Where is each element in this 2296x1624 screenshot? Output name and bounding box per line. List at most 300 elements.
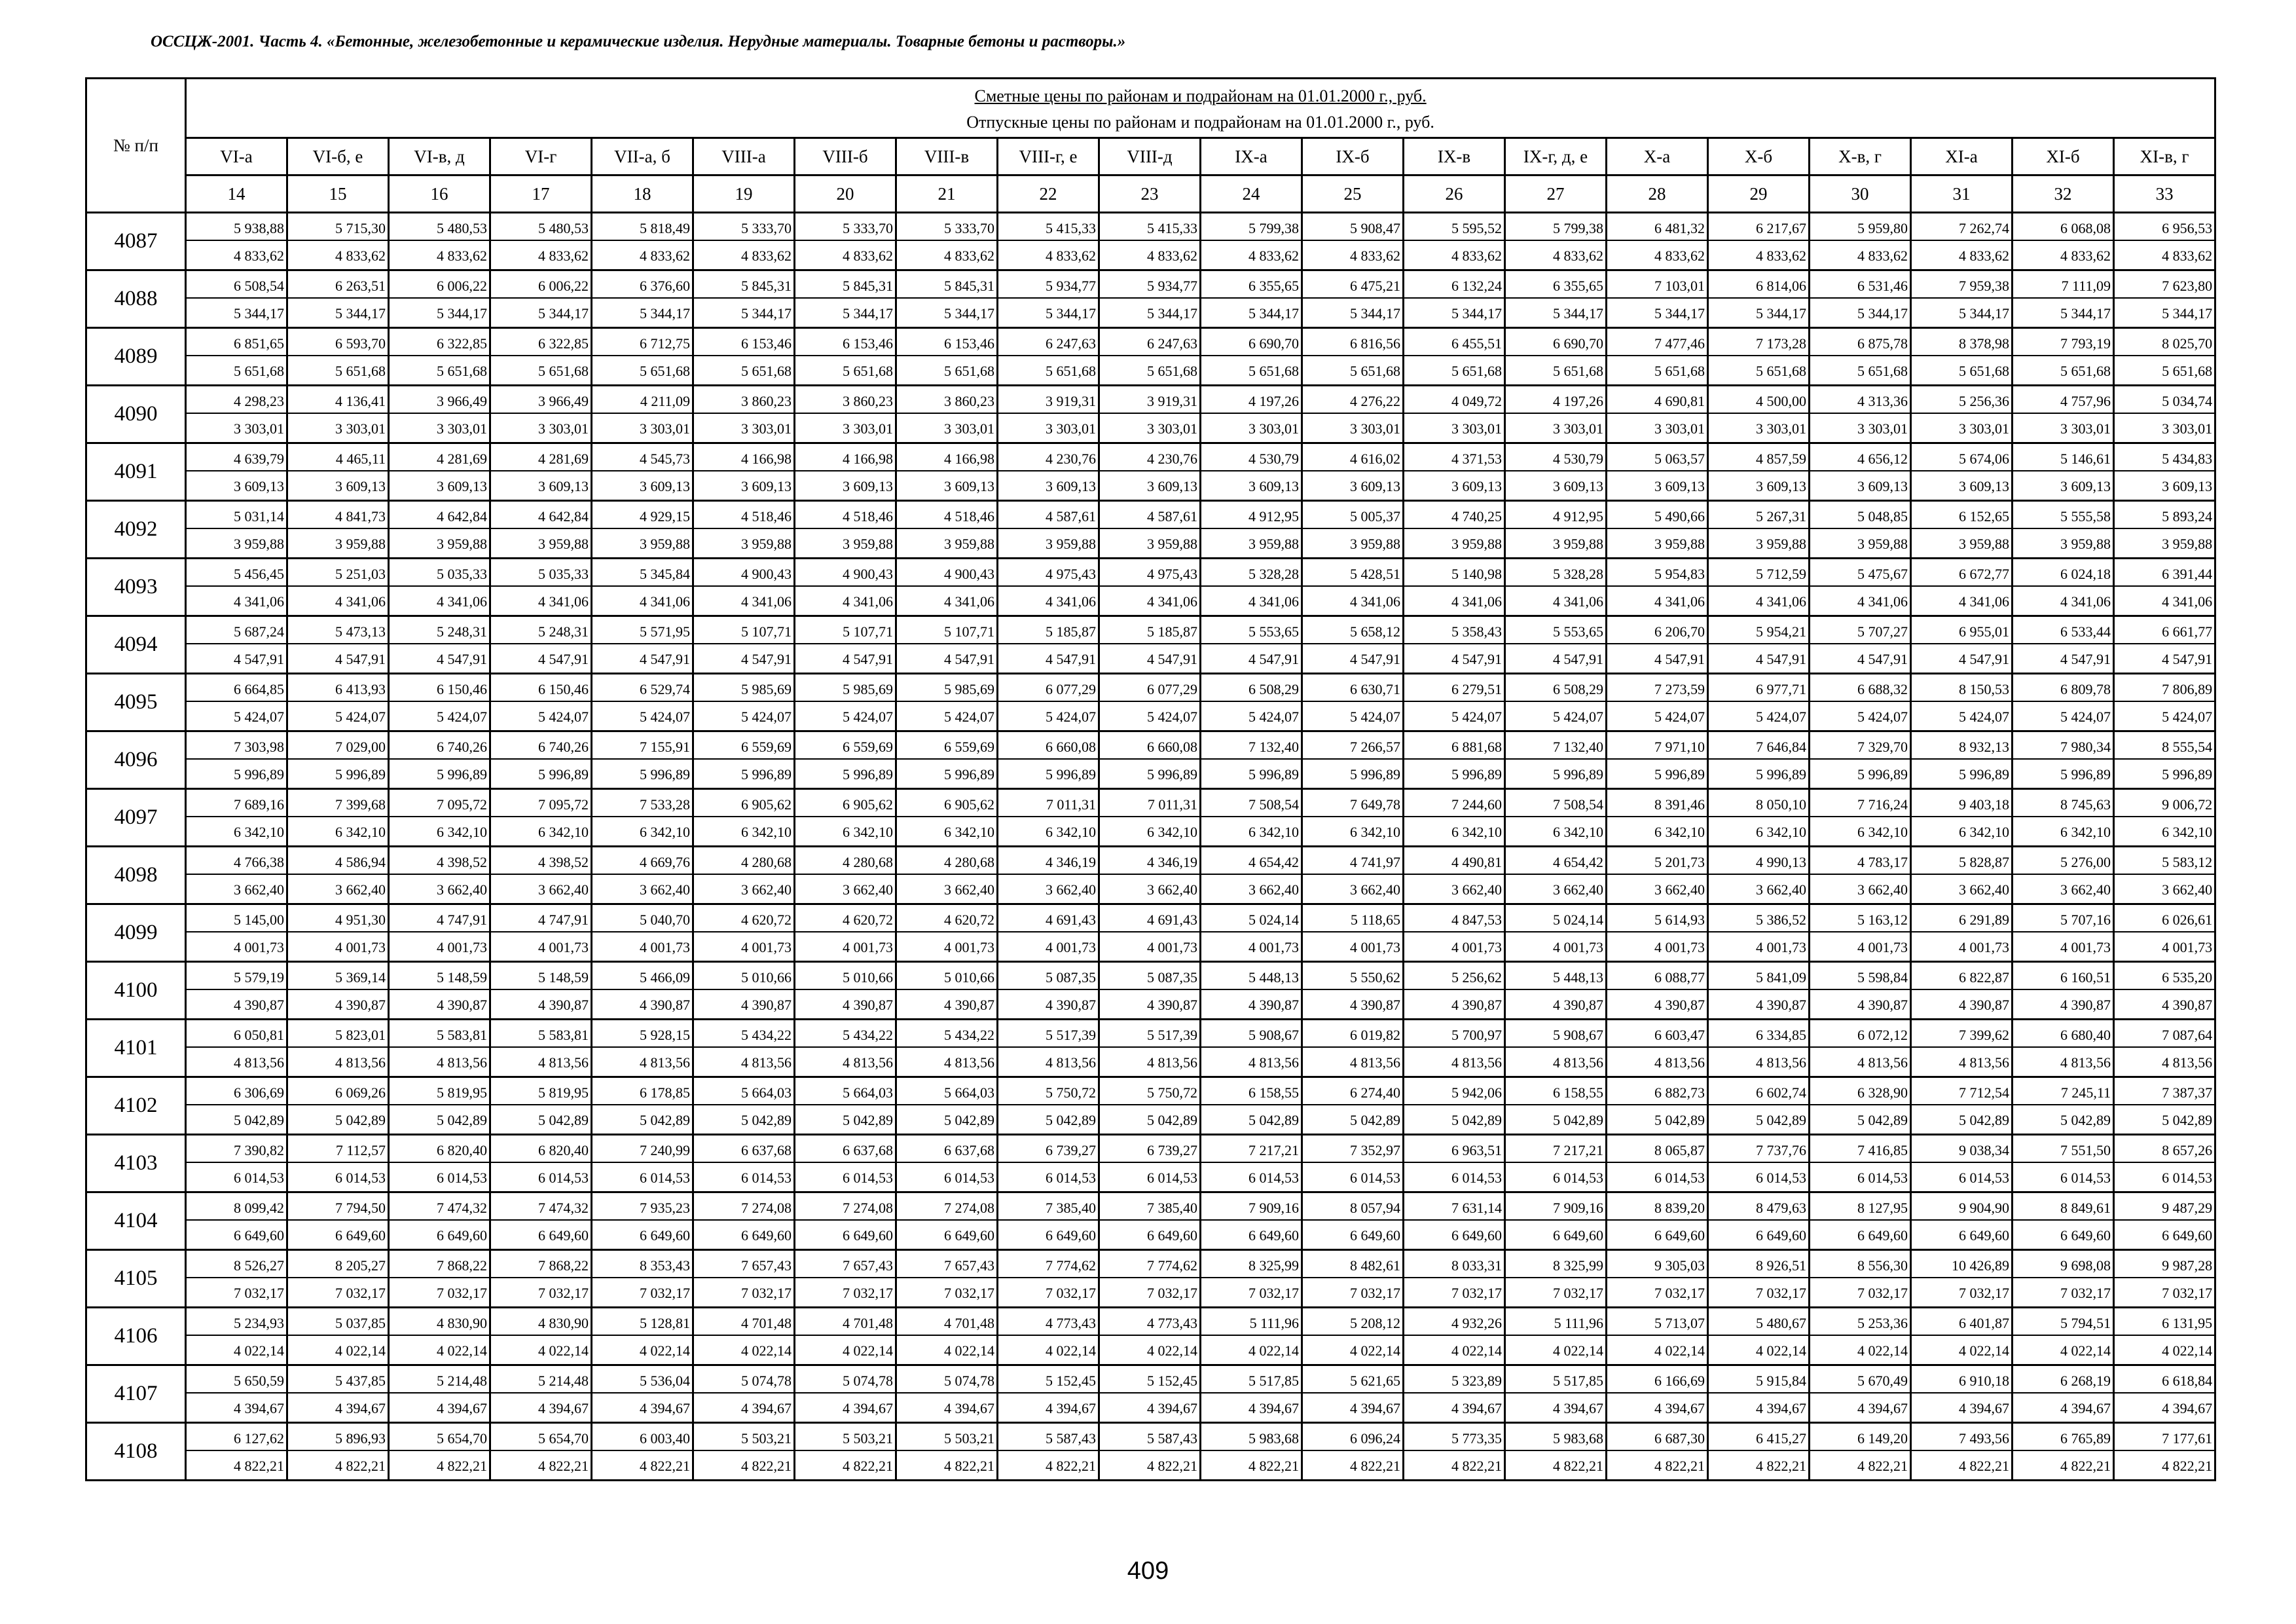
- price-cell: [2013, 1192, 2114, 1250]
- price-cell: [389, 501, 490, 559]
- price-cell: [389, 1020, 490, 1077]
- otp-price: 4 390,87: [2060, 996, 2111, 1013]
- smet-price: 6 593,70: [288, 337, 388, 356]
- smet-price: 7 274,08: [694, 1201, 793, 1221]
- otp-price: 3 662,40: [1046, 881, 1096, 898]
- price-cell: [998, 1423, 1099, 1481]
- table-row: [86, 731, 2215, 789]
- price-cell: [1607, 1135, 1708, 1192]
- otp-price: 6 014,53: [1959, 1169, 2009, 1186]
- smet-price: 4 545,73: [592, 452, 692, 471]
- price-cell: [693, 501, 795, 559]
- smet-price: 7 971,10: [1607, 740, 1707, 760]
- price-cell: [998, 1077, 1099, 1135]
- smet-price: 6 637,68: [694, 1143, 793, 1163]
- otp-price: 7 032,17: [1857, 1284, 1908, 1301]
- smet-price: 4 747,91: [390, 913, 489, 932]
- smet-price: 5 707,27: [1810, 625, 1910, 644]
- smet-price: 5 248,31: [390, 625, 489, 644]
- smet-price: 6 680,40: [2013, 1028, 2113, 1048]
- table-row: [86, 1308, 2215, 1365]
- otp-price: 5 651,68: [437, 362, 487, 379]
- price-cell: [1911, 1135, 2013, 1192]
- otp-price: 6 342,10: [538, 823, 589, 840]
- smet-price: 4 701,48: [694, 1316, 793, 1336]
- price-cell: [592, 1423, 693, 1481]
- price-cell: [389, 1365, 490, 1423]
- otp-price: 5 344,17: [335, 304, 386, 322]
- otp-price: 3 303,01: [1553, 420, 1603, 437]
- otp-price: 4 394,67: [1248, 1399, 1299, 1416]
- otp-price: 4 022,14: [1350, 1342, 1400, 1359]
- otp-price: 6 649,60: [2162, 1227, 2213, 1244]
- smet-price: 5 983,68: [1506, 1431, 1605, 1451]
- price-cell: [490, 789, 592, 847]
- otp-price: 5 042,89: [2162, 1111, 2213, 1128]
- price-cell: [1607, 616, 1708, 674]
- smet-price: 7 177,61: [2115, 1431, 2214, 1451]
- price-cell: [389, 1423, 490, 1481]
- otp-price: 4 341,06: [640, 593, 690, 610]
- otp-price: 6 342,10: [741, 823, 792, 840]
- smet-price: 6 455,51: [1404, 337, 1504, 356]
- district-header: VI-в, д: [389, 138, 490, 175]
- otp-price: 6 014,53: [2162, 1169, 2213, 1186]
- price-cell: [389, 1192, 490, 1250]
- smet-price: 5 553,65: [1201, 625, 1301, 644]
- otp-price: 4 001,73: [1350, 938, 1400, 955]
- smet-price: 4 642,84: [390, 509, 489, 529]
- otp-price: 6 649,60: [1857, 1227, 1908, 1244]
- otp-price: 4 001,73: [1654, 938, 1705, 955]
- otp-price: 5 424,07: [2162, 708, 2213, 725]
- otp-price: 4 547,91: [843, 650, 893, 667]
- price-cell: [1404, 386, 1505, 443]
- otp-price: 6 342,10: [1959, 823, 2009, 840]
- item-code: 4107: [86, 1365, 186, 1423]
- smet-price: 9 403,18: [1912, 798, 2011, 817]
- smet-price: 5 037,85: [288, 1316, 388, 1336]
- otp-price: 5 996,89: [741, 766, 792, 783]
- smet-price: 5 954,83: [1607, 567, 1707, 587]
- otp-price: 6 649,60: [2060, 1227, 2111, 1244]
- otp-price: 4 822,21: [1046, 1457, 1096, 1474]
- table-row: [86, 789, 2215, 847]
- otp-price: 3 959,88: [1248, 535, 1299, 552]
- otp-price: 4 547,91: [741, 650, 792, 667]
- otp-price: 5 651,68: [1451, 362, 1502, 379]
- price-cell: [896, 1308, 998, 1365]
- table-row: [86, 386, 2215, 443]
- smet-price: 5 214,48: [491, 1374, 591, 1393]
- smet-price: 6 816,56: [1303, 337, 1402, 356]
- price-cell: [1201, 501, 1302, 559]
- smet-price: 4 620,72: [897, 913, 996, 932]
- price-cell: [1810, 328, 1911, 386]
- price-cell: [1911, 1020, 2013, 1077]
- otp-price: 5 424,07: [843, 708, 893, 725]
- smet-price: 7 132,40: [1201, 740, 1301, 760]
- smet-price: 5 664,03: [795, 1086, 895, 1105]
- price-cell: [998, 386, 1099, 443]
- smet-price: 5 145,00: [187, 913, 286, 932]
- price-cell: [1404, 674, 1505, 731]
- smet-price: 5 345,84: [592, 567, 692, 587]
- otp-price: 3 959,88: [1451, 535, 1502, 552]
- price-cell: [2013, 616, 2114, 674]
- price-cell: [1505, 1250, 1607, 1308]
- column-number: 17: [490, 175, 592, 213]
- price-cell: [592, 616, 693, 674]
- smet-price: 5 386,52: [1709, 913, 1808, 932]
- column-number: 33: [2114, 175, 2215, 213]
- price-cell: [998, 731, 1099, 789]
- otp-price: 4 394,67: [538, 1399, 589, 1416]
- otp-price: 5 042,89: [2060, 1111, 2111, 1128]
- smet-price: 7 416,85: [1810, 1143, 1910, 1163]
- smet-price: 6 664,85: [187, 682, 286, 702]
- smet-price: 5 985,69: [694, 682, 793, 702]
- otp-price: 5 996,89: [2060, 766, 2111, 783]
- smet-price: 6 533,44: [2013, 625, 2113, 644]
- otp-price: 5 424,07: [640, 708, 690, 725]
- smet-price: 6 660,08: [998, 740, 1098, 760]
- price-cell: [186, 789, 287, 847]
- price-cell: [795, 443, 896, 501]
- smet-price: 4 280,68: [795, 855, 895, 875]
- smet-price: 5 163,12: [1810, 913, 1910, 932]
- column-number: 28: [1607, 175, 1708, 213]
- otp-price: 5 651,68: [1959, 362, 2009, 379]
- otp-price: 4 822,21: [741, 1457, 792, 1474]
- price-cell: [592, 501, 693, 559]
- district-header: XI-в, г: [2114, 138, 2215, 175]
- otp-price: 4 547,91: [640, 650, 690, 667]
- otp-price: 4 822,21: [1857, 1457, 1908, 1474]
- smet-price: 7 649,78: [1303, 798, 1402, 817]
- price-cell: [2114, 1423, 2215, 1481]
- price-cell: [1911, 559, 2013, 616]
- price-cell: [2013, 270, 2114, 328]
- price-cell: [2013, 501, 2114, 559]
- column-number: 21: [896, 175, 998, 213]
- price-cell: [1708, 270, 1810, 328]
- district-header: VIII-б: [795, 138, 896, 175]
- price-cell: [1505, 501, 1607, 559]
- price-cell: [693, 904, 795, 962]
- price-cell: [998, 328, 1099, 386]
- otp-price: 7 032,17: [437, 1284, 487, 1301]
- price-cell: [1404, 328, 1505, 386]
- price-cell: [1302, 1250, 1404, 1308]
- price-cell: [1302, 270, 1404, 328]
- table-row: [86, 328, 2215, 386]
- price-cell: [490, 1020, 592, 1077]
- price-cell: [1302, 559, 1404, 616]
- otp-price: 4 822,21: [2162, 1457, 2213, 1474]
- smet-price: 5 845,31: [694, 279, 793, 299]
- price-cell: [287, 1020, 389, 1077]
- otp-price: 4 001,73: [1756, 938, 1806, 955]
- price-cell: [1302, 386, 1404, 443]
- otp-price: 5 996,89: [1756, 766, 1806, 783]
- price-cell: [1201, 674, 1302, 731]
- otp-price: 5 424,07: [1654, 708, 1705, 725]
- price-cell: [287, 1077, 389, 1135]
- smet-price: 7 793,19: [2013, 337, 2113, 356]
- otp-price-title: Отпускные цены по районам и подрайонам на 01.01.2000 г., руб.: [966, 113, 1434, 132]
- smet-price: 7 262,74: [1912, 221, 2011, 241]
- smet-price: 6 306,69: [187, 1086, 286, 1105]
- smet-price: 5 942,06: [1404, 1086, 1504, 1105]
- otp-price: 5 042,89: [640, 1111, 690, 1128]
- smet-price: 7 011,31: [998, 798, 1098, 817]
- price-cell: [1708, 1308, 1810, 1365]
- column-number: 15: [287, 175, 389, 213]
- otp-price: 3 959,88: [1553, 535, 1603, 552]
- otp-price: 4 022,14: [1553, 1342, 1603, 1359]
- price-cell: [1201, 1077, 1302, 1135]
- otp-price: 4 001,73: [2060, 938, 2111, 955]
- smet-price: 6 166,69: [1607, 1374, 1707, 1393]
- price-cell: [1607, 270, 1708, 328]
- price-cell: [1607, 443, 1708, 501]
- otp-price: 5 344,17: [843, 304, 893, 322]
- smet-price: 5 985,69: [795, 682, 895, 702]
- smet-price: 5 938,88: [187, 221, 286, 241]
- price-cell: [795, 328, 896, 386]
- price-cell: [1302, 1020, 1404, 1077]
- otp-price: 5 042,89: [1147, 1111, 1197, 1128]
- smet-price: 4 773,43: [1100, 1316, 1199, 1336]
- otp-price: 5 996,89: [1553, 766, 1603, 783]
- price-cell: [490, 443, 592, 501]
- smet-price: 4 049,72: [1404, 394, 1504, 414]
- smet-price: 6 006,22: [390, 279, 489, 299]
- price-cell: [896, 674, 998, 731]
- price-cell: [2114, 1192, 2215, 1250]
- smet-price: 6 977,71: [1709, 682, 1808, 702]
- smet-price: 4 230,76: [1100, 452, 1199, 471]
- price-cell: [186, 731, 287, 789]
- smet-price: 6 328,90: [1810, 1086, 1910, 1105]
- smet-price: 5 555,58: [2013, 509, 2113, 529]
- price-cell: [1911, 501, 2013, 559]
- smet-price: 6 809,78: [2013, 682, 2113, 702]
- otp-price: 4 341,06: [1350, 593, 1400, 610]
- smet-price: 5 517,85: [1506, 1374, 1605, 1393]
- price-cell: [490, 616, 592, 674]
- otp-price: 6 014,53: [1756, 1169, 1806, 1186]
- smet-price: 4 847,53: [1404, 913, 1504, 932]
- smet-price: 7 868,22: [491, 1259, 591, 1278]
- otp-price: 6 014,53: [538, 1169, 589, 1186]
- smet-price: 3 966,49: [491, 394, 591, 414]
- smet-price: 5 434,22: [694, 1028, 793, 1048]
- smet-price: 7 352,97: [1303, 1143, 1402, 1163]
- price-cell: [998, 213, 1099, 270]
- price-cell: [795, 1423, 896, 1481]
- item-code: 4093: [86, 559, 186, 616]
- otp-price: 4 813,56: [1857, 1054, 1908, 1071]
- price-cell: [1810, 1077, 1911, 1135]
- otp-price: 6 649,60: [1756, 1227, 1806, 1244]
- otp-price: 5 042,89: [1857, 1111, 1908, 1128]
- table-row: [86, 962, 2215, 1020]
- otp-price: 4 341,06: [2060, 593, 2111, 610]
- otp-price: 4 022,14: [1857, 1342, 1908, 1359]
- otp-price: 4 341,06: [1959, 593, 2009, 610]
- otp-price: 4 822,21: [437, 1457, 487, 1474]
- smet-price: 5 214,48: [390, 1374, 489, 1393]
- smet-price: 4 197,26: [1506, 394, 1605, 414]
- otp-price: 5 424,07: [234, 708, 284, 725]
- price-cell: [287, 501, 389, 559]
- smet-price: 6 291,89: [1912, 913, 2011, 932]
- otp-price: 6 342,10: [1756, 823, 1806, 840]
- price-cell: [287, 674, 389, 731]
- price-cell: [1810, 386, 1911, 443]
- smet-price: 7 477,46: [1607, 337, 1707, 356]
- otp-price: 4 390,87: [2162, 996, 2213, 1013]
- smet-price: 5 536,04: [592, 1374, 692, 1393]
- price-cell: [998, 501, 1099, 559]
- otp-price: 5 344,17: [1553, 304, 1603, 322]
- price-cell: [592, 559, 693, 616]
- smet-price: 10 426,89: [1912, 1259, 2011, 1278]
- smet-price: 5 185,87: [998, 625, 1098, 644]
- price-cell: [1201, 328, 1302, 386]
- otp-price: 3 662,40: [1553, 881, 1603, 898]
- price-cell: [2013, 1365, 2114, 1423]
- smet-price: 6 069,26: [288, 1086, 388, 1105]
- price-cell: [389, 731, 490, 789]
- otp-price: 5 651,68: [1248, 362, 1299, 379]
- otp-price: 5 344,17: [538, 304, 589, 322]
- smet-price: 7 029,00: [288, 740, 388, 760]
- table-row: [86, 1365, 2215, 1423]
- smet-price: 6 630,71: [1303, 682, 1402, 702]
- otp-price: 7 032,17: [1756, 1284, 1806, 1301]
- smet-price: 5 503,21: [795, 1431, 895, 1451]
- smet-price: 5 799,38: [1506, 221, 1605, 241]
- otp-price: 4 833,62: [1451, 247, 1502, 264]
- smet-price: 6 905,62: [897, 798, 996, 817]
- price-cell: [1911, 1308, 2013, 1365]
- otp-price: 3 662,40: [2060, 881, 2111, 898]
- price-cell: [186, 616, 287, 674]
- smet-price: 5 598,84: [1810, 970, 1910, 990]
- otp-price: 6 014,53: [1857, 1169, 1908, 1186]
- smet-price: 5 503,21: [694, 1431, 793, 1451]
- otp-price: 7 032,17: [1959, 1284, 2009, 1301]
- price-cell: [1099, 501, 1201, 559]
- smet-price: 5 369,14: [288, 970, 388, 990]
- otp-price: 3 609,13: [1654, 477, 1705, 494]
- smet-price: 7 087,64: [2115, 1028, 2214, 1048]
- smet-price: 4 773,43: [998, 1316, 1098, 1336]
- price-cell: [1505, 904, 1607, 962]
- price-cell: [1911, 1423, 2013, 1481]
- smet-price: 4 691,43: [998, 913, 1098, 932]
- otp-price: 6 014,53: [1046, 1169, 1096, 1186]
- otp-price: 4 547,91: [944, 650, 994, 667]
- price-cell: [1099, 1423, 1201, 1481]
- column-number: 32: [2013, 175, 2114, 213]
- smet-price: 5 024,14: [1506, 913, 1605, 932]
- otp-price: 6 649,60: [1046, 1227, 1096, 1244]
- price-cell: [389, 1250, 490, 1308]
- price-cell: [693, 1423, 795, 1481]
- price-cell: [693, 1250, 795, 1308]
- otp-price: 3 609,13: [2162, 477, 2213, 494]
- otp-price: 7 032,17: [640, 1284, 690, 1301]
- price-cell: [795, 270, 896, 328]
- smet-price: 4 136,41: [288, 394, 388, 414]
- price-cell: [1708, 213, 1810, 270]
- price-cell: [186, 501, 287, 559]
- otp-price: 4 394,67: [2060, 1399, 2111, 1416]
- otp-price: 5 651,68: [944, 362, 994, 379]
- otp-price: 4 390,87: [1451, 996, 1502, 1013]
- smet-price: 4 975,43: [998, 567, 1098, 587]
- otp-price: 5 344,17: [1046, 304, 1096, 322]
- smet-price: 6 415,27: [1709, 1431, 1808, 1451]
- smet-price: 9 698,08: [2013, 1259, 2113, 1278]
- price-cell: [1302, 443, 1404, 501]
- price-cell: [896, 616, 998, 674]
- otp-price: 5 651,68: [1553, 362, 1603, 379]
- smet-price: 7 399,62: [1912, 1028, 2011, 1048]
- price-cell: [1201, 386, 1302, 443]
- price-cell: [389, 674, 490, 731]
- price-cell: [693, 443, 795, 501]
- otp-price: 5 651,68: [335, 362, 386, 379]
- smet-price: 3 919,31: [998, 394, 1098, 414]
- smet-price: 5 333,70: [795, 221, 895, 241]
- price-cell: [592, 674, 693, 731]
- price-cell: [896, 501, 998, 559]
- otp-price: 4 022,14: [538, 1342, 589, 1359]
- otp-price: 3 662,40: [1654, 881, 1705, 898]
- otp-price: 4 394,67: [1553, 1399, 1603, 1416]
- item-code: 4089: [86, 328, 186, 386]
- price-cell: [1607, 1077, 1708, 1135]
- otp-price: 4 813,56: [1147, 1054, 1197, 1071]
- smet-price: 4 757,96: [2013, 394, 2113, 414]
- otp-price: 7 032,17: [1451, 1284, 1502, 1301]
- price-cell: [2013, 674, 2114, 731]
- otp-price: 5 344,17: [1147, 304, 1197, 322]
- smet-price: 5 140,98: [1404, 567, 1504, 587]
- price-cell: [1607, 962, 1708, 1020]
- otp-price: 4 001,73: [843, 938, 893, 955]
- smet-price: 7 095,72: [390, 798, 489, 817]
- otp-price: 3 959,88: [538, 535, 589, 552]
- otp-price: 6 649,60: [1147, 1227, 1197, 1244]
- otp-price: 6 014,53: [335, 1169, 386, 1186]
- smet-price: 7 493,56: [1912, 1431, 2011, 1451]
- smet-price: 6 158,55: [1201, 1086, 1301, 1105]
- smet-price: 4 691,43: [1100, 913, 1199, 932]
- price-cell: [998, 1135, 1099, 1192]
- item-code: 4090: [86, 386, 186, 443]
- otp-price: 6 342,10: [2162, 823, 2213, 840]
- smet-price: 5 773,35: [1404, 1431, 1504, 1451]
- smet-price: 8 932,13: [1912, 740, 2011, 760]
- otp-price: 4 547,91: [1350, 650, 1400, 667]
- otp-price: 4 341,06: [1756, 593, 1806, 610]
